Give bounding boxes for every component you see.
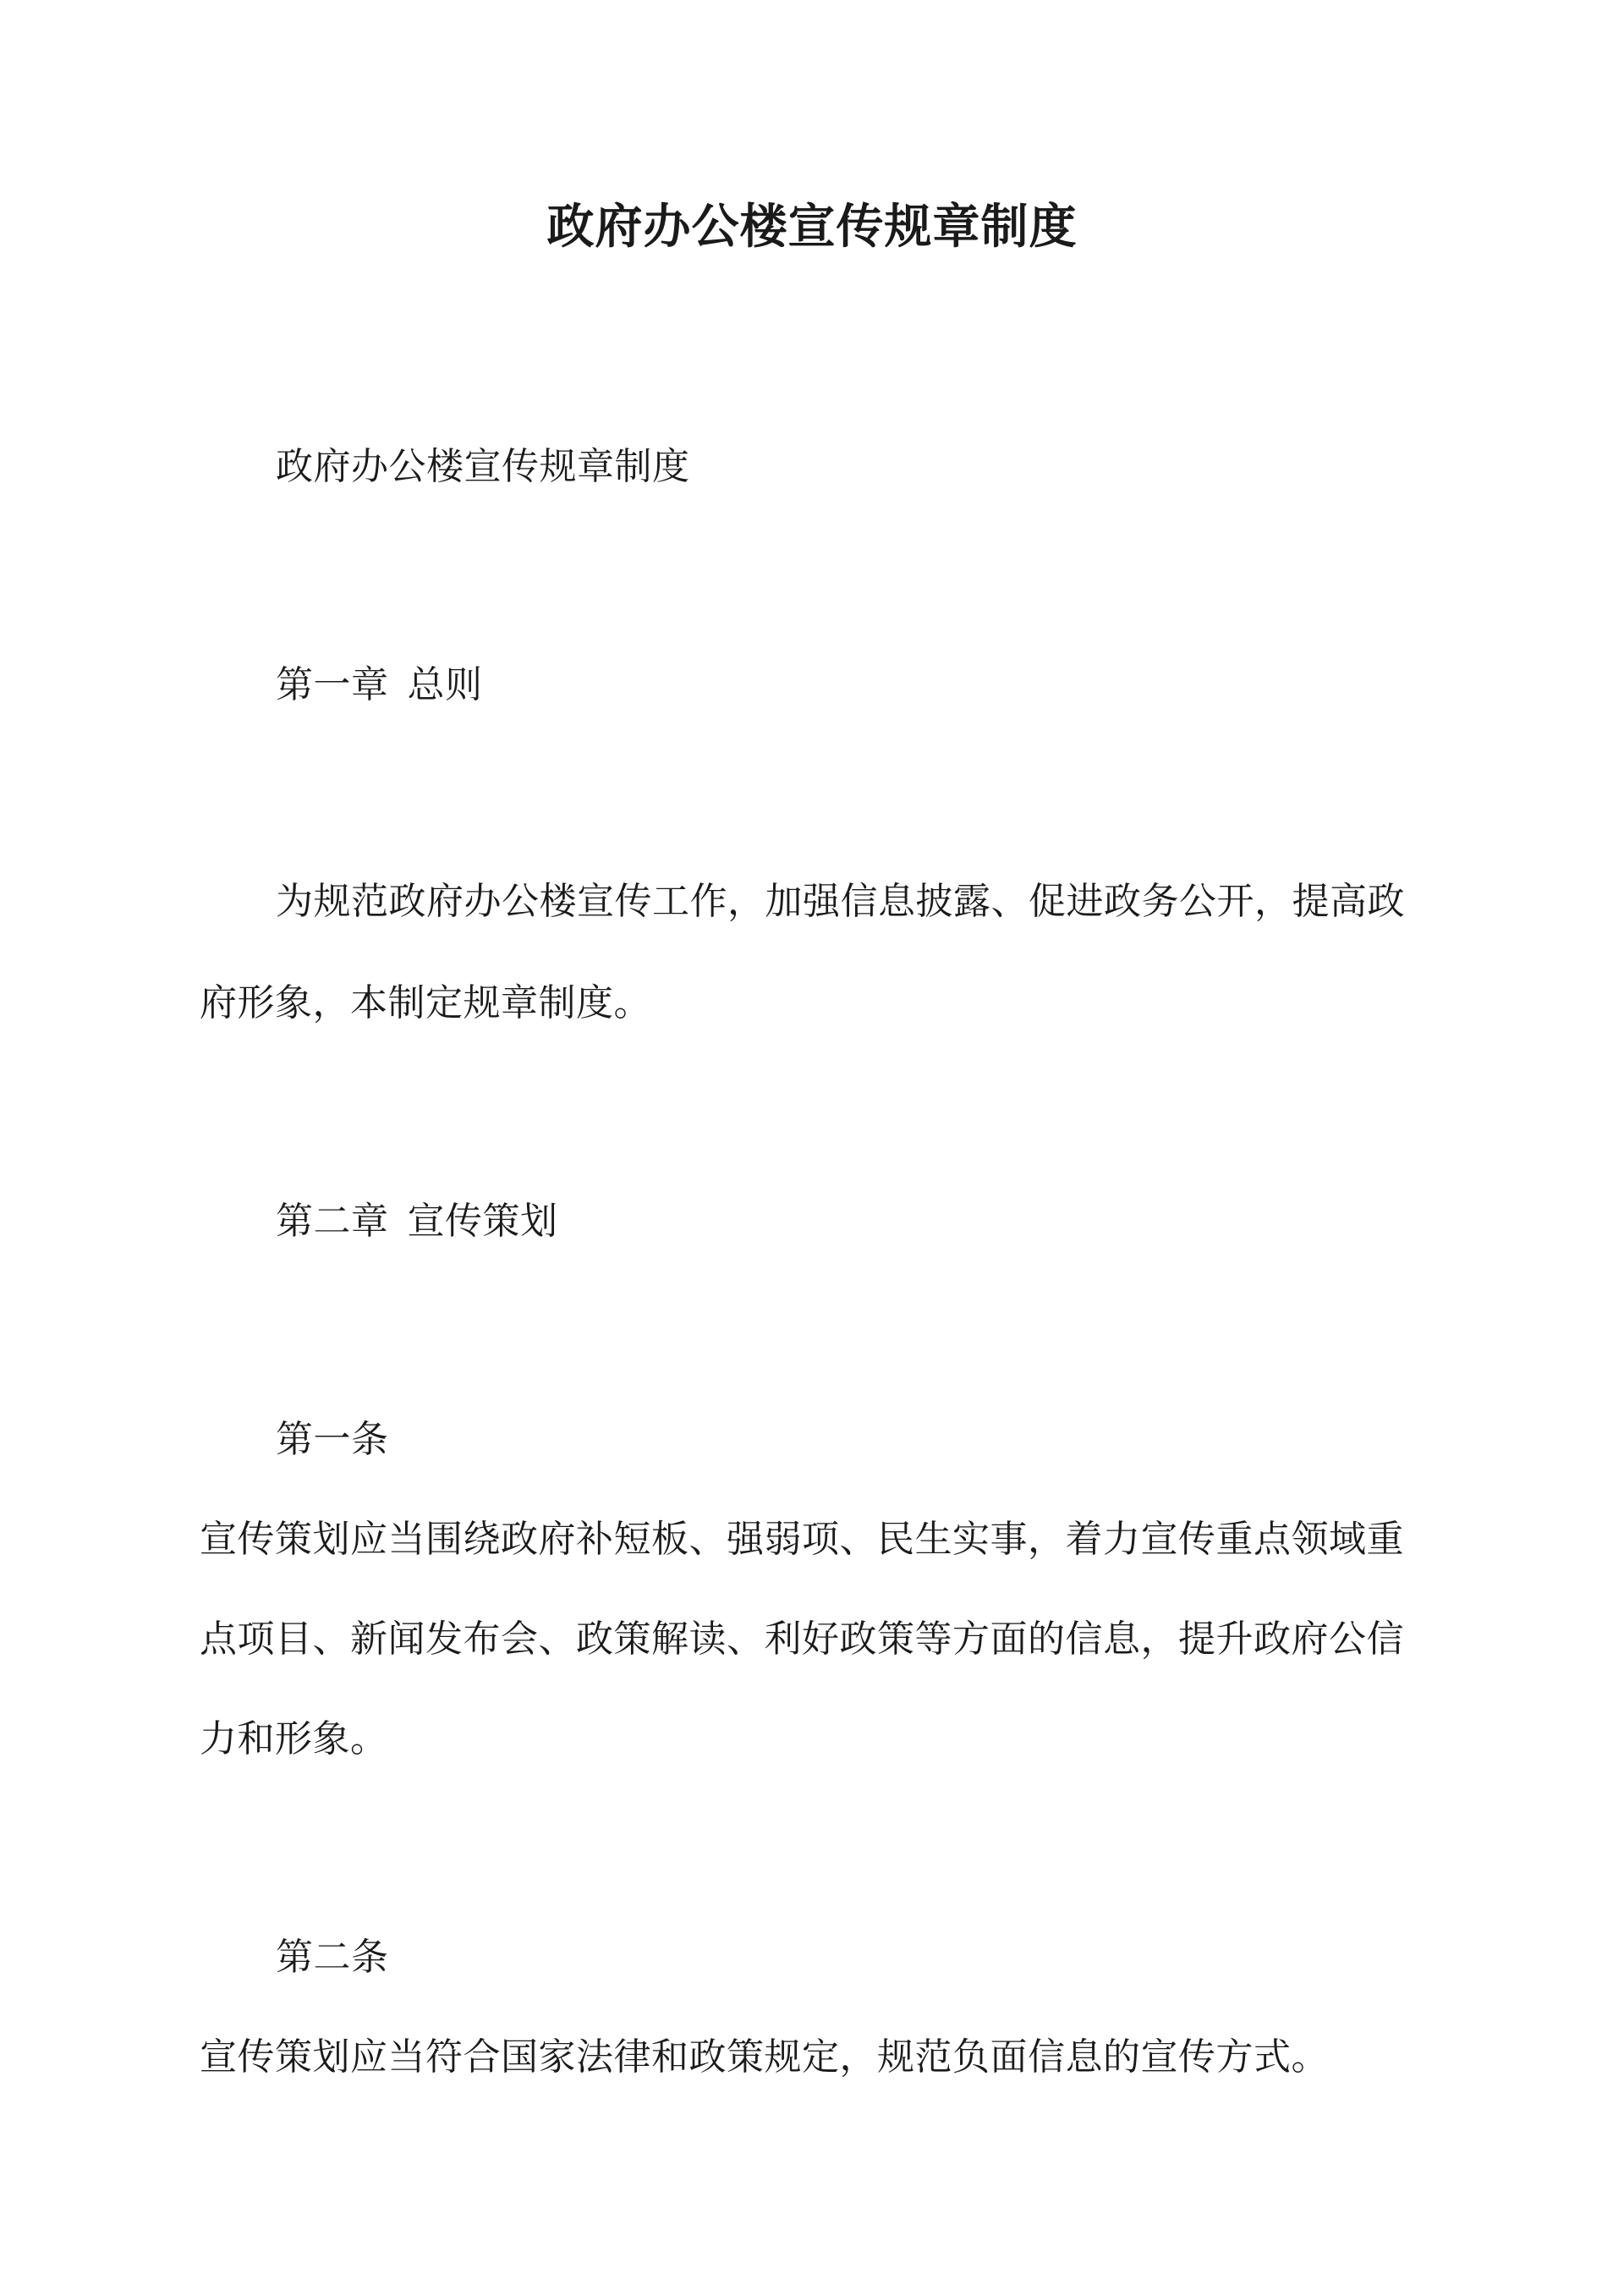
article-2-label: 第二条: [276, 1936, 389, 1979]
chapter-1-paragraph-line-2: 府形象，本制定规章制度。: [200, 981, 651, 1024]
chapter-1-name: 总则: [407, 663, 483, 706]
document-title: 政府办公楼宣传规章制度: [546, 199, 1078, 255]
article-1-line-3: 力和形象。: [200, 1717, 388, 1760]
chapter-2-name: 宣传策划: [407, 1200, 558, 1243]
chapter-1-heading: [276, 660, 483, 711]
chapter-2-number: 第二章: [276, 1200, 389, 1243]
article-1-line-1: 宣传策划应当围绕政府补短板、强弱项、民生实事，着力宣传重点领域重: [200, 1518, 1404, 1561]
article-1-label: 第一条: [276, 1418, 389, 1461]
document-subtitle: 政府办公楼宣传规章制度: [276, 445, 690, 488]
chapter-2-heading: [276, 1196, 558, 1247]
chapter-1-paragraph-line-1: 为规范政府办公楼宣传工作，加强信息披露、促进政务公开，提高政: [276, 880, 1405, 923]
article-2-line-1: 宣传策划应当符合国家法律和政策规定，规范负面信息的宣传方式。: [200, 2035, 1329, 2079]
chapter-1-number: 第一章: [276, 663, 389, 706]
article-1-line-2: 点项目、新闻发布会、政策解读、利好政策等方面的信息，提升政府公信: [200, 1618, 1404, 1661]
